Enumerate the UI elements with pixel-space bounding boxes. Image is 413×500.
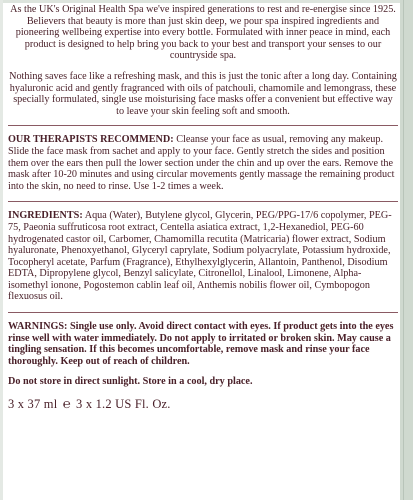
ingredients-text: Aqua (Water), Butylene glycol, Glycerin, PEG/PPG-17/6 copolymer, PEG-75, Paeonia suffruticosa root extract, Centella asiatica extract, 1,2-Hexanediol, PEG-60 hydrogenated castor oil, Carbomer, Chamomilla recutita (Matricaria) flower extract, Sodium hyaluronate, Phenoxyethanol, Glyceryl caprylate, Sodium polyacrylate, Potassium hydroxide, Tocopheryl acetate, Parfum (Fragrance), Ethylhexylglycerin, Allantoin, Panthenol, Disodium EDTA, Dipropylene glycol, Benzyl salicylate, Citronellol, Linalool, Limonene, Alpha-isomethyl ionone, Pogostemon cablin leaf oil, Anthemis nobilis flower oil, Cymbopogon flexuosus oil.	[8, 210, 392, 303]
quantity-imperial: 3 x 1.2 US Fl. Oz.	[76, 397, 171, 412]
package-side-edge	[400, 0, 413, 500]
package-left-edge	[0, 0, 3, 500]
estimated-sign-icon: ℮	[62, 396, 71, 412]
package-top-edge	[0, 0, 400, 3]
therapists-section	[8, 134, 398, 192]
quantity-line	[8, 397, 398, 411]
storage-text: Do not store in direct sunlight. Store in a cool, dry place.	[8, 376, 253, 388]
ingredients-label: INGREDIENTS:	[8, 210, 83, 222]
warnings-text: WARNINGS: Single use only. Avoid direct contact with eyes. If product gets into the eyes rinse well with water immediately. Do not apply to irritated or broken skin. May cause a tingling sensation. If this becomes uncomfortable, remove mask and rinse your face thoroughly. Keep out of reach of children.	[8, 321, 394, 367]
divider-bottom	[8, 312, 398, 313]
package-fold-line	[403, 0, 404, 500]
divider-middle	[8, 201, 398, 202]
therapists-text: Cleanse your face as usual, removing any makeup. Slide the face mask from sachet and apply to your face. Gently stretch the sides and position them over the ears then pull the lower section under the chin and up over the ears. Remove the mask after 10-20 minutes and using circular movements gently massage the remaining product into the skin, no need to rinse. Use 1-2 times a week.	[8, 134, 395, 192]
quantity-metric: 3 x 37 ml	[8, 397, 58, 412]
therapists-label: OUR THERAPISTS RECOMMEND:	[8, 134, 174, 146]
divider-top	[8, 125, 398, 126]
description-paragraph: Nothing saves face like a refreshing mask, and this is just the tonic after a long day. Containing hyaluronic acid and gently fragranced with oils of patchouli, chamomile and lemongrass, these specially formulated, single use moisturising face masks offer a convenient but effective way to leave your skin feeling soft and smooth.	[9, 70, 397, 117]
label-content	[8, 4, 398, 411]
intro-paragraph: As the UK's Original Health Spa we've inspired generations to rest and re-energise since 1925. Believers that beauty is more than just skin deep, we pour spa inspired ingredients and pioneering wellbeing expertise into every bottle. Formulated with inner peace in mind, each product is designed to help bring you back to your best and transport your senses to our countryside spa.	[10, 4, 396, 62]
ingredients-section	[8, 210, 398, 303]
